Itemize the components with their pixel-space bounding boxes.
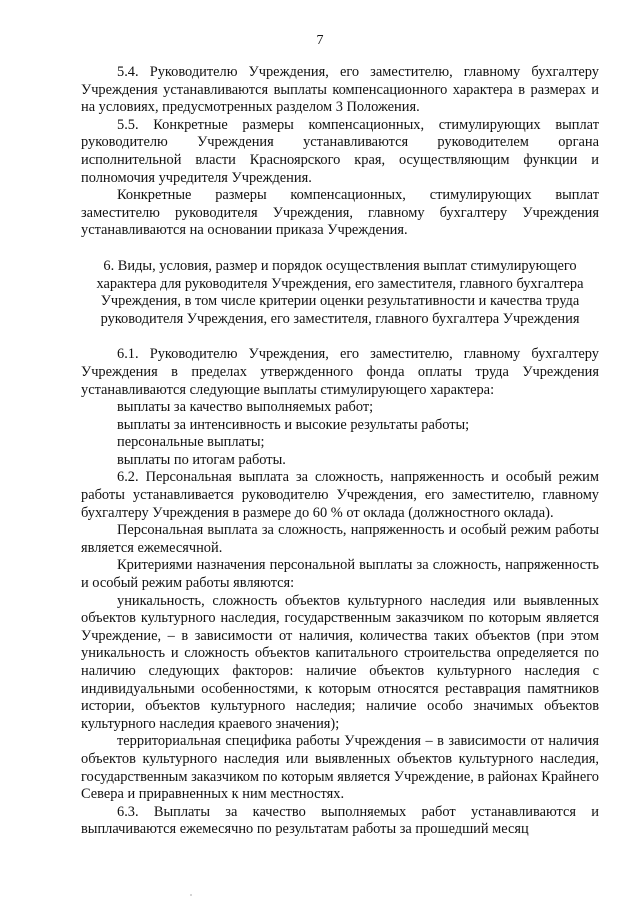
paragraph-6-2-uniqueness: уникальность, сложность объектов культурного наследия или выявленных объектов культурного наследия, государственным заказчиком по которым является Учреждение, – в зависимости от наличия, количества таких объектов (при этом уникальность и сложность объектов капитального строительства определяется по наличию следующих факторов: наличие объектов культурного наследия с индивидуальными особенностями, к которым относятся реставрация памятников истории, объектов культурного наследия; наличие особо значимых объектов культурного наследия краевого значения); [81,592,599,732]
paragraph-5-5-continued: Конкретные размеры компенсационных, стимулирующих выплат заместителю руководителя Учреждения, главному бухгалтеру Учреждения устанавливаются на основании приказа Учреждения. [81,187,599,239]
section-6-heading-line: руководителя Учреждения, его заместителя, главного бухгалтера Учреждения [100,310,580,327]
document-body [81,64,599,839]
payment-type-item: персональные выплаты; [117,434,265,451]
scan-dot [190,894,192,896]
paragraph-5-5: 5.5. Конкретные размеры компенсационных, стимулирующих выплат руководителю Учреждения устанавливаются руководителем органа исполнительной власти Красноярского края, осуществляющим функции и полномочия учредителя Учреждения. [81,116,599,186]
section-6-heading-line: характера для руководителя Учреждения, его заместителя, главного бухгалтера [96,275,584,292]
paragraph-6-2-criteria: Критериями назначения персональной выплаты за сложность, напряженность и особый режим работы являются: [81,557,599,592]
section-6-heading [81,258,599,328]
payment-type-item: выплаты за интенсивность и высокие результаты работы; [117,416,470,433]
payment-type-item: выплаты за качество выполняемых работ; [117,399,374,416]
section-6-heading-line: Учреждения, в том числе критерии оценки результативности и качества труда [100,293,580,310]
payment-type-item: выплаты по итогам работы. [117,451,286,468]
page-number: 7 [316,33,324,48]
paragraph-6-2-monthly: Персональная выплата за сложность, напряженность и особый режим работы является ежемесячной. [81,522,599,556]
paragraph-6-3: 6.3. Выплаты за качество выполняемых работ устанавливаются и выплачиваются ежемесячно по результатам работы за прошедший месяц [81,803,599,838]
paragraph-6-2-territorial: территориальная специфика работы Учреждения – в зависимости от наличия объектов культурного наследия или выявленных объектов культурного наследия, государственным заказчиком по которым является Учреждение, в районах Крайнего Севера и приравненных к ним местностях. [81,733,599,803]
paragraph-5-4: 5.4. Руководителю Учреждения, его заместителю, главному бухгалтеру Учреждения устанавливаются выплаты компенсационного характера в размерах и на условиях, предусмотренных разделом 3 Положения. [81,64,599,116]
paragraph-6-1: 6.1. Руководителю Учреждения, его заместителю, главному бухгалтеру Учреждения в пределах утвержденного фонда оплаты труда Учреждения устанавливаются следующие выплаты стимулирующего характера: [81,346,599,398]
section-6-heading-line: 6. Виды, условия, размер и порядок осуществления выплат стимулирующего [103,257,577,274]
paragraph-6-2: 6.2. Персональная выплата за сложность, напряженность и особый режим работы устанавливается руководителю Учреждения, его заместителю, главному бухгалтеру Учреждения в размере до 60 % от оклада (должностного оклада). [81,469,599,521]
